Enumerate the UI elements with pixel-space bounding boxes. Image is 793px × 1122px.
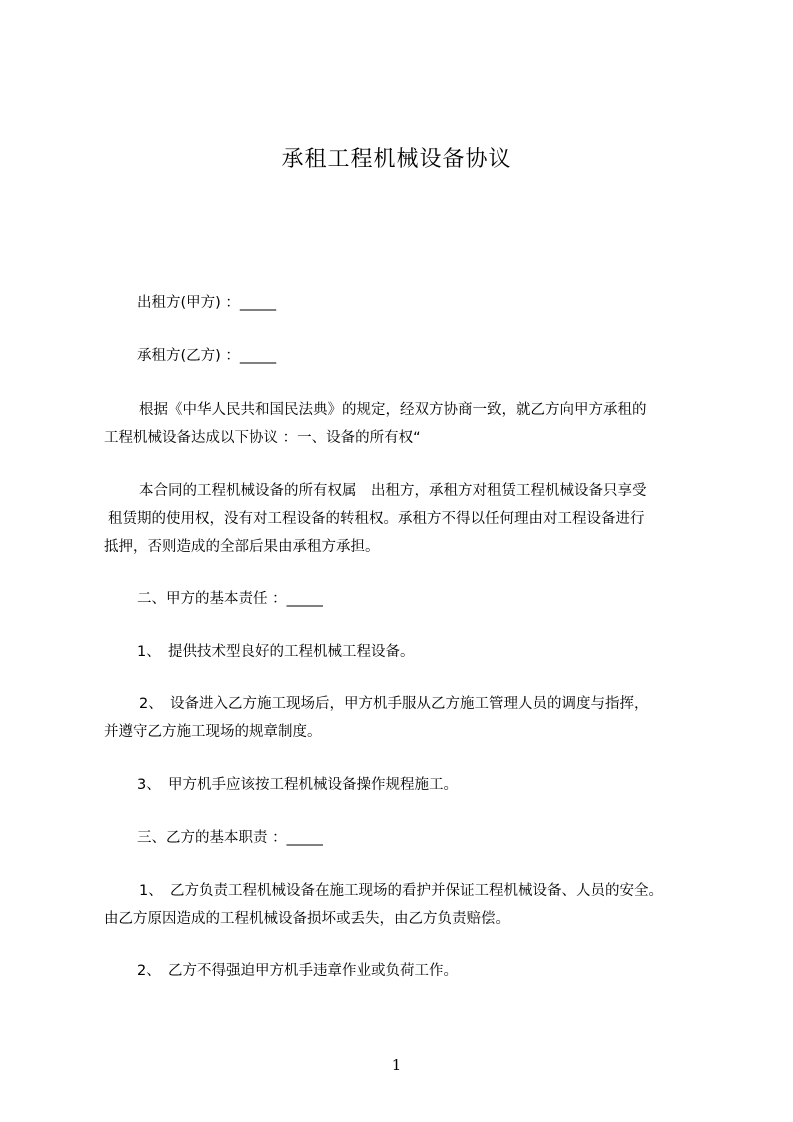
party-a-item-2-line-2: 并遵守乙方施工现场的规章制度。 — [104, 724, 322, 740]
lessee-line: 承租方(乙方) ：_____ — [137, 348, 277, 364]
intro-line-2: 工程机械设备达成以下协议 ：一、设备的所有权“ — [104, 430, 421, 446]
ownership-line-3: 抵押，否则造成的全部后果由承租方承担。 — [104, 539, 380, 555]
party-b-item-1-line-1: 1、 乙方负责工程机械设备在施工现场的看护并保证工程机械设备、人员的安全。 — [139, 883, 663, 899]
party-b-item-2: 2、 乙方不得强迫甲方机手违章作业或负荷工作。 — [137, 963, 458, 979]
lessor-line: 出租方(甲方) ：_____ — [137, 295, 277, 311]
party-a-item-2-line-1: 2、 设备进入乙方施工现场后，甲方机手服从乙方施工管理人员的调度与指挥， — [139, 696, 649, 712]
ownership-line-1: 本合同的工程机械设备的所有权属 出租方，承租方对租赁工程机械设备只享受 — [139, 483, 647, 499]
party-b-heading: 三、乙方的基本职责 ：_____ — [137, 830, 323, 846]
party-a-heading: 二、甲方的基本责任 ：_____ — [137, 591, 323, 607]
party-a-item-3: 3、 甲方机手应该按工程机械设备操作规程施工。 — [137, 777, 458, 793]
ownership-line-2: 租赁期的使用权，没有对工程设备的转租权。承租方不得以任何理由对工程设备进行 — [108, 511, 645, 527]
document-title: 承租工程机械设备协议 — [281, 147, 512, 172]
party-a-item-1: 1、 提供技术型良好的工程机械工程设备。 — [137, 644, 415, 660]
party-b-item-1-line-2: 由乙方原因造成的工程机械设备损坏或丢失，由乙方负责赔偿。 — [104, 911, 510, 927]
page-number: 1 — [391, 1056, 402, 1074]
intro-line-1: 根据《中华人民共和国民法典》的规定，经双方协商一致，就乙方向甲方承租的 — [139, 402, 647, 418]
